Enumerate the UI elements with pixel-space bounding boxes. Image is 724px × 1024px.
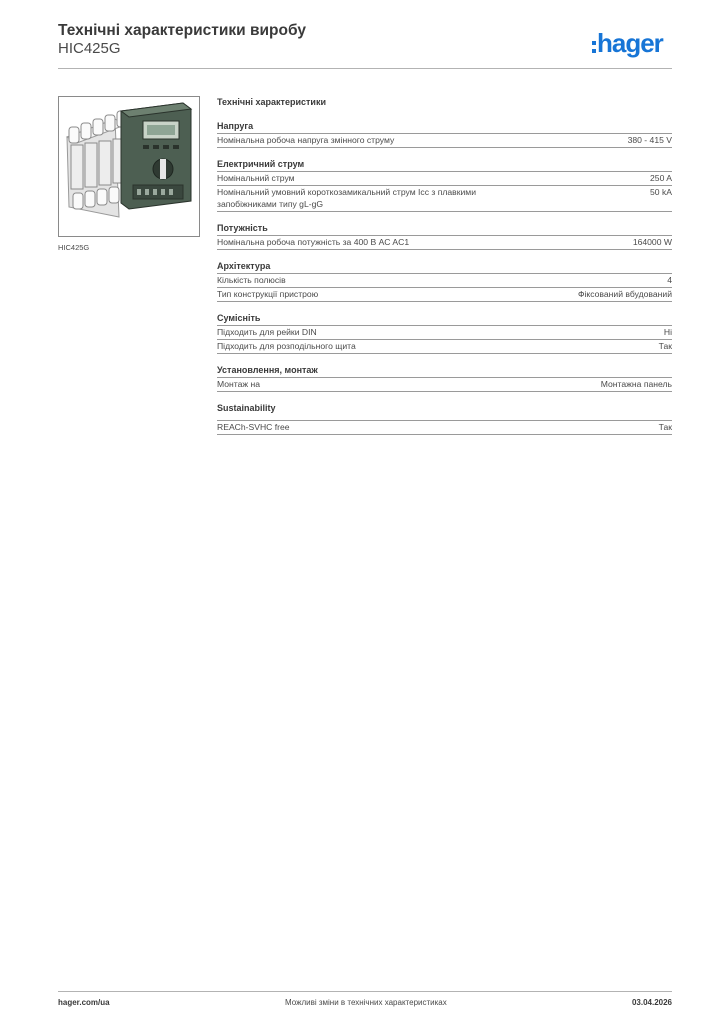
spec-row [217,134,672,148]
spec-row [217,172,672,186]
hager-logo [592,29,672,59]
document-date: 03.04.2026 [631,998,672,1007]
spec-label: Номінальний умовний короткозамикальний струм Icc з плавкими запобіжниками типу gL-gG [217,187,476,209]
section-title: Сумісніть [217,312,672,326]
section-title: Напруга [217,120,672,134]
spec-value: Так [658,422,672,432]
spec-row [217,288,672,302]
spec-section-current [217,158,672,212]
section-title: Архітектура [217,260,672,274]
page-header [58,22,672,68]
section-title: Електричний струм [217,158,672,172]
spec-value: 250 A [650,173,672,183]
spec-value: 50 kA [650,187,672,197]
spec-value: 164000 W [632,237,672,247]
spec-value: Фіксований вбудований [577,289,672,299]
logo-dots-icon [592,41,596,55]
spec-section-power [217,222,672,250]
spec-section-architecture [217,260,672,302]
spec-value: 380 - 415 V [627,135,672,145]
product-photo [58,96,200,237]
spec-label: Номінальна робоча напруга змінного струму [217,135,395,145]
image-caption: HIC425G [58,243,90,252]
specs-heading: Технічні характеристики [217,97,326,107]
section-title: Установлення, монтаж [217,364,672,378]
spec-label: REACh-SVHC free [217,422,290,432]
page-footer [58,998,672,1010]
spec-row [217,274,672,288]
section-title: Потужність [217,222,672,236]
spec-row [217,420,672,435]
spec-label: Тип конструкції пристрою [217,289,319,299]
spec-label: Підходить для рейки DIN [217,327,317,337]
spec-label: Підходить для розподільного щита [217,341,356,351]
spec-row [217,378,672,392]
spec-section-sustainability [217,402,672,435]
spec-value: Так [658,341,672,351]
spec-row [217,340,672,354]
spec-value: 4 [667,275,672,285]
spec-value: Монтажна панель [600,379,672,389]
spec-row [217,186,672,212]
website-link[interactable]: hager.com/ua [58,998,110,1007]
spec-section-compatibility [217,312,672,354]
spec-row [217,326,672,340]
spec-label: Номінальний струм [217,173,295,183]
footer-divider [58,991,672,992]
document-title: Технічні характеристики виробу [58,22,306,39]
changeover-switch-icon [59,97,199,236]
spec-label: Монтаж на [217,379,261,389]
spec-label: Номінальна робоча потужність за 400 В AC AC1 [217,237,410,247]
specifications-table [217,96,672,445]
spec-row [217,236,672,250]
spec-section-voltage [217,120,672,148]
spec-label: Кількість полюсів [217,275,286,285]
product-code: HIC425G [58,40,121,57]
disclaimer-text: Можливі зміни в технічних характеристиках [285,998,447,1007]
spec-value: Ні [663,327,672,337]
section-title: Sustainability [217,403,276,413]
logo-text: hager [597,28,663,58]
spec-section-installation [217,364,672,392]
header-divider [58,68,672,69]
